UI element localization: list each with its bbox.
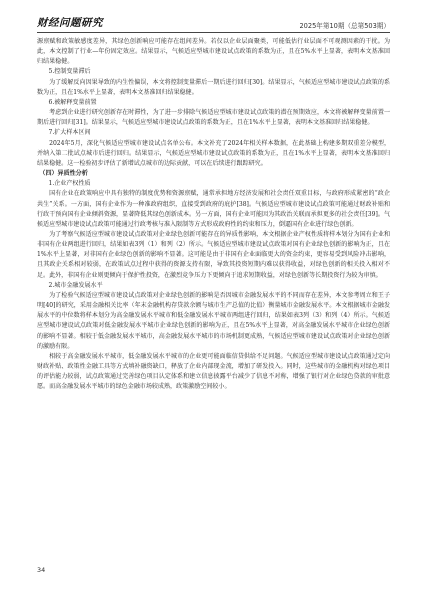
paragraph: 为了考察气候适应型城市建设试点政策对企业绿色创新可能存在的异质性影响，本文根据企业产权性质将样本划分为国有企业和非国有企业两组进行回归，结果如表3列（1）和列（2）所示。气候适应型城市建设试点政策对国有企业绿色创新的影响为正，且在1%水平上显著，对非国有企业绿色创新的影响不显著。这可能是由于非国有企业面临更大的资金约束，更容易受到风险冲击影响，且其政企关系相对较弱，在政策试点过程中获得的资源支持有限，导致其投资短期内难以获得收益，对绿色创新的相关投入相对不足。此外，非国有企业则更倾向于保护性投资，在激烈竞争压力下更倾向于追求短期收益，对绿色创新等长期投资行为较为审慎。 — [37, 230, 390, 279]
subsection-heading: 7.扩大样本区间 — [48, 129, 91, 137]
subsection-heading: 5.控制变量滞后 — [48, 68, 91, 76]
paragraph: 考虑到企业进行研究创新存在时滞性，为了进一步排除气候适应型城市建设试点政策的潜在预期效应，本文将被解释变量前置一期后进行回归[31]。结果显示，气候适应型城市建设试点政策的系数为正，且在1%水平上显著，表明本文基准回归结果稳健。 — [37, 109, 390, 127]
journal-logo: 财经问题研究 — [37, 17, 103, 29]
page-number: 34 — [37, 566, 46, 574]
article-body — [37, 37, 390, 392]
paragraph: 为了检验气候适应型城市建设试点政策对企业绿色创新的影响是否因城市金融发展水平的不同而存在差异，本文参考周立和王子明[40]的研究，采用金融相关比率（年末金融机构存贷款余额与城市生产总值的比值）衡量城市金融发展水平。本文根据城市金融发展水平的中位数将样本划分为高金融发展水平城市和低金融发展水平城市两组进行回归，结果如表3列（3）和列（4）所示。气候适应型城市建设试点政策对低金融发展水平城市企业绿色创新的影响为正，且在5%水平上显著，对高金融发展水平城市企业绿色创新的影响不显著。相较于低金融发展水平城市，高金融发展水平城市的市场机制更成熟，气候适应型城市建设试点政策对企业绿色创新的激励有限。 — [37, 291, 390, 350]
subsection-heading: 1.企业产权性质 — [48, 180, 91, 188]
page-header — [37, 14, 390, 30]
section-heading: （四）异质性分析 — [39, 170, 88, 178]
paragraph: 相较于高金融发展水平城市，低金融发展水平城市的企业更可能面临信贷供给不足问题。气候适应型城市建设试点政策通过定向财政补贴、政策性金融工具等方式填补融资缺口，释放了企业内部现金流，增加了研发投入。同时，这些城市的金融机构对绿色项目的评估能力较弱，试点政策通过完善绿色项目认定体系和建立信息披露平台减少了信息不对称，增强了银行对企业绿色贷款的审批意愿。而高金融发展水平城市的绿色金融市场较成熟，政策激励空间较小。 — [37, 352, 390, 391]
paragraph: 为了缓解反向因果导致的内生性偏误，本文将控制变量滞后一期后进行回归[30]。结果显示，气候适应型城市建设试点政策的系数为正，且在1%水平上显著，表明本文基准回归结果稳健。 — [37, 78, 390, 96]
subsection-heading: 6.被解释变量前置 — [48, 98, 97, 106]
issue-info: 2025年第10期（总第503期） — [299, 22, 390, 30]
header-divider — [37, 32, 390, 33]
paragraph: 源禀赋和政策敏感度差异，其绿色创新响应可能存在组间差异。若仅以企业层面聚类，可能低估行业层面不可观测因素的干扰。为此，本文控制了行业—年份固定效应。结果显示，气候适应型城市建设试点政策的系数为正，且在5%水平上显著，表明本文基准回归结果稳健。 — [37, 38, 390, 66]
subsection-heading: 2.城市金融发展水平 — [48, 281, 103, 289]
paragraph: 2024年5月，深化气候适应型城市建设试点名单公布。本文补充了2024年相关样本数据，在此基础上构建多期双重差分模型，并纳入第二批试点城市后进行回归。结果显示，气候适应型城市建设试点政策的系数为正，且在1%水平上显著，表明本文基准回归结果稳健。这一检验初步评估了新增试点城市的边际贡献，可以在后续进行跟踪研究。 — [37, 139, 390, 167]
paragraph: 国有企业在政策响应中具有独特的制度优势和资源禀赋，通常承担地方经济发展和社会责任双重目标，与政府形成紧密的“政企共生”关系。一方面，国有企业作为一种准政府组织，直接受到政府的庇护[38]。气候适应型城市建设试点政策可能通过财政补贴和行政干预向国有企业倾斜资源，显著降低其绿色创新成本。另一方面，国有企业可能因为其政治关联而承担更多的社会责任[39]。气候适应型城市建设试点政策可能通过行政考核与准入限制等方式形成政府性的约束和压力，倒逼国有企业进行绿色创新。 — [37, 190, 390, 228]
